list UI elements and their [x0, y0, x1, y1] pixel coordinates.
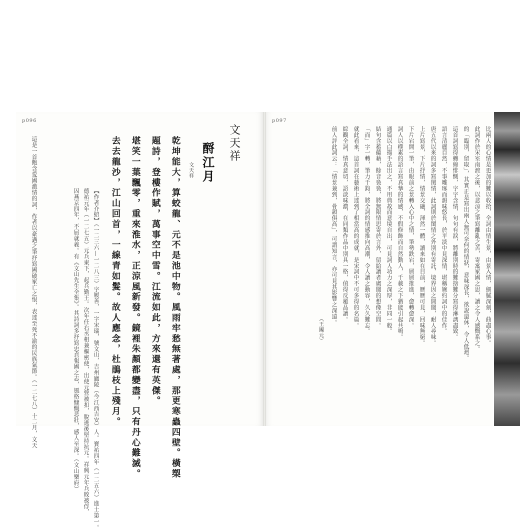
section-title: 文天祥	[228, 124, 241, 163]
poem-author-tag: 文天祥	[188, 162, 194, 179]
text-column: 上片寫景，下片抒情，情景交融，渾然一體，讀來如在目前，歷歷可見，回味無窮。	[418, 126, 425, 347]
text-column: 的「臨別，留取」，其實正是寫出兩人無可奈何的情狀，意味深長，欲說還休，令人低迴。	[462, 126, 469, 362]
book-spine	[263, 112, 266, 426]
text-column: 綜觀全詞，情真意切，語淡味濃，在同類作品中別具一格，值得反覆品讀。	[341, 126, 348, 323]
text-column: 前人評此詞云：「情景兼到，骨韻俱高」，可謂知言，亦可見其影響之深遠。	[330, 126, 337, 326]
text-column: 語言清麗自然，不事雕琢而韻味悠長，於平淡中見深情，堪稱婉約詞中的佳作。	[440, 126, 447, 335]
text-column: 唐五代以來的詞多寫閨情，此詞則於閨情之外別有寄託，境界因之開闊，耐人尋味。	[429, 126, 436, 347]
text-column: 「而」字一轉，筆力千鈞，將全詞的情感推向高潮，令人讀之動容，久久難忘。	[363, 126, 370, 335]
poem-line: 題詩，登樓作賦，萬事空中雪。江流如此，方來還有英傑。	[149, 136, 160, 407]
text-column: 結句含蓄蘊藉，餘音裊裊，將無限情思寄於言外，留給讀者廣闊的想像空間。	[374, 126, 381, 329]
right-page-number: p097	[272, 118, 287, 124]
text-column: 就此看來，這首詞在藝術上達到了相當高的成就，是宋詞中不可多得的名篇。	[352, 126, 359, 329]
author-note-column: 囚燕京四年，不屈就義。有《文山先生全集》。其詩詞多抒寫忠貞報國之志，風格慷慨悲壯，感人至深。（文山樂府）	[72, 188, 79, 492]
commentary-column: 這是一首飽含愛國激情的詞，作者以豪邁之筆抒寫國破家亡之恨，表達至死不渝的民族氣節。（一二七八）十二月，文天	[30, 136, 37, 449]
poem-line: 去去龍沙，江山回首，一線青如髮。故人應念，杜鵑枝上殘月。	[109, 136, 120, 428]
left-page-number: p096	[22, 118, 37, 124]
author-note-column: 德祐元年（一二七五）元兵東下，起兵勤王。次年任右丞相兼樞密使，出使元營被扣，脫逃後堅持抗元。祥興元年兵敗被俘，	[82, 188, 89, 516]
poem-line: 乾坤能大，算蛟龍、元不是池中物。風雨牢愁無著處，那更寒蟲四壁。橫槊	[169, 136, 180, 480]
right-page-signature: （王國元）	[318, 316, 324, 344]
text-column: 詞人以樸素的語言寫真摯的情感，不假修飾而自然動人，千載之下猶能引起共鳴。	[396, 126, 403, 341]
text-column: 這首詞寫得纏綿悱惻，字字含情，句句有淚，將離別時的難捨難分寫得淋漓盡致。	[451, 126, 458, 341]
text-column: 此詞作於宋室南渡之後，以悲涼之筆寫離亂之苦，寄寓家國之思，讀之令人感慨系之。	[473, 126, 480, 353]
text-column: 比兩人的心情是更加的難以收拾，全詞由情生景，由景入情，細膩深刻，曲盡心事。	[484, 126, 491, 347]
adjacent-photo-strip	[494, 112, 520, 426]
author-note-column: 【作者介紹】（一二三六—一二八三）字履善，一字宋瑞，號文山，吉州廬陵（今江西吉安）人。寶祐四年（一二五六）進士第一。	[92, 188, 99, 530]
poem-title: 酹江月	[201, 142, 215, 184]
text-column: 下片宕開一筆，由眼前之景轉入心中之情，筆勢跌宕，層層推進，愈轉愈深。	[407, 126, 414, 329]
text-column: 通篇以白描手法出之，不用典故而意境自出，可見詞人功力之深厚，非同一般。	[385, 126, 392, 335]
poem-line: 堪笑一葉飄零，重來淮水，正涼風新發。鏡裡朱顏都變盡，只有丹心難滅。	[129, 136, 140, 480]
